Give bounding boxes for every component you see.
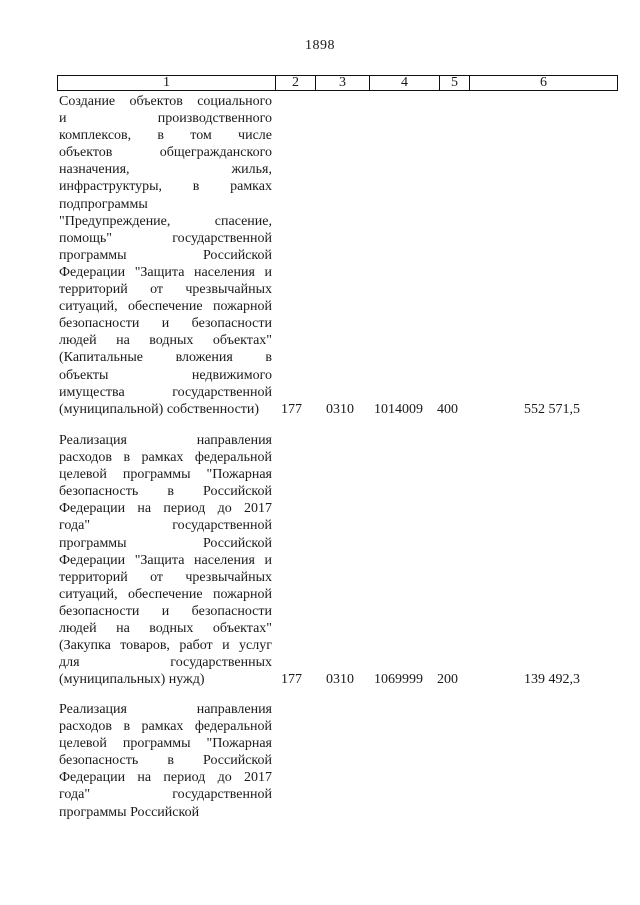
description-line: Федерации "Защита населения и	[59, 552, 272, 568]
expense-kind-code: 400	[437, 401, 458, 417]
description-line: программы Российской	[59, 535, 272, 551]
description-line: безопасности и безопасности	[59, 316, 272, 332]
description-line: года" государственной	[59, 518, 272, 534]
description-line: (Капитальные вложения в	[59, 350, 272, 366]
description-line: для государственных	[59, 655, 272, 671]
description-line: объектов общегражданского	[59, 145, 272, 161]
description-line: людей на водных объектах"	[59, 621, 272, 637]
description-line: территорий от чрезвычайных	[59, 569, 272, 585]
description-line: инфраструктуры, в рамках	[59, 179, 272, 195]
description-line: (муниципальных) нужд)	[59, 672, 205, 688]
description-line: имущества государственной	[59, 384, 272, 400]
description-line: Федерации на период до 2017	[59, 770, 272, 786]
description-line: помощь" государственной	[59, 230, 272, 246]
description-line: целевой программы "Пожарная	[59, 467, 272, 483]
description-line: (муниципальной) собственности)	[59, 401, 260, 417]
column-header-2: 2	[276, 76, 316, 91]
column-header-4: 4	[370, 76, 440, 91]
expense-kind-code: 200	[437, 672, 458, 688]
description-line: назначения, жилья,	[59, 162, 272, 178]
description-line: целевой программы "Пожарная	[59, 736, 272, 752]
description-line: людей на водных объектах"	[59, 333, 272, 349]
description-line: безопасность в Российской	[59, 753, 272, 769]
description-line: Создание объектов социального	[59, 94, 272, 109]
admin-code: 177	[281, 672, 302, 688]
target-code: 1069999	[374, 672, 423, 688]
section-code: 0310	[326, 401, 354, 417]
description-line: ситуаций, обеспечение пожарной	[59, 586, 272, 602]
description-line: Федерации "Защита населения и	[59, 264, 272, 280]
admin-code: 177	[281, 401, 302, 417]
target-code: 1014009	[374, 401, 423, 417]
row-description	[59, 93, 272, 418]
amount: 139 492,3	[524, 672, 580, 688]
description-line: программы Российской	[59, 804, 200, 820]
description-line: территорий от чрезвычайных	[59, 282, 272, 298]
column-header-6: 6	[470, 76, 618, 91]
description-line: Федерации на период до 2017	[59, 501, 272, 517]
description-line: года" государственной	[59, 787, 272, 803]
description-line: "Предупреждение, спасение,	[59, 213, 272, 229]
description-line: и производственного	[59, 111, 272, 127]
page-number: 1898	[305, 38, 335, 53]
description-line: расходов в рамках федеральной	[59, 719, 272, 735]
column-header-3: 3	[316, 76, 370, 91]
description-line: (Закупка товаров, работ и услуг	[59, 638, 272, 654]
description-line: расходов в рамках федеральной	[59, 450, 272, 466]
description-line: Реализация направления	[59, 433, 272, 448]
description-line: подпрограммы	[59, 196, 148, 212]
column-header-5: 5	[440, 76, 470, 91]
description-line: программы Российской	[59, 247, 272, 263]
description-line: безопасности и безопасности	[59, 603, 272, 619]
column-header-1: 1	[58, 76, 276, 91]
row-description	[59, 701, 272, 821]
column-number-header	[57, 75, 618, 91]
amount: 552 571,5	[524, 401, 580, 417]
description-line: комплексов, в том числе	[59, 128, 272, 144]
row-description	[59, 432, 272, 688]
description-line: Реализация направления	[59, 702, 272, 717]
description-line: безопасность в Российской	[59, 484, 272, 500]
header-row	[58, 76, 618, 91]
description-line: ситуаций, обеспечение пожарной	[59, 299, 272, 315]
section-code: 0310	[326, 672, 354, 688]
description-line: объекты недвижимого	[59, 367, 272, 383]
